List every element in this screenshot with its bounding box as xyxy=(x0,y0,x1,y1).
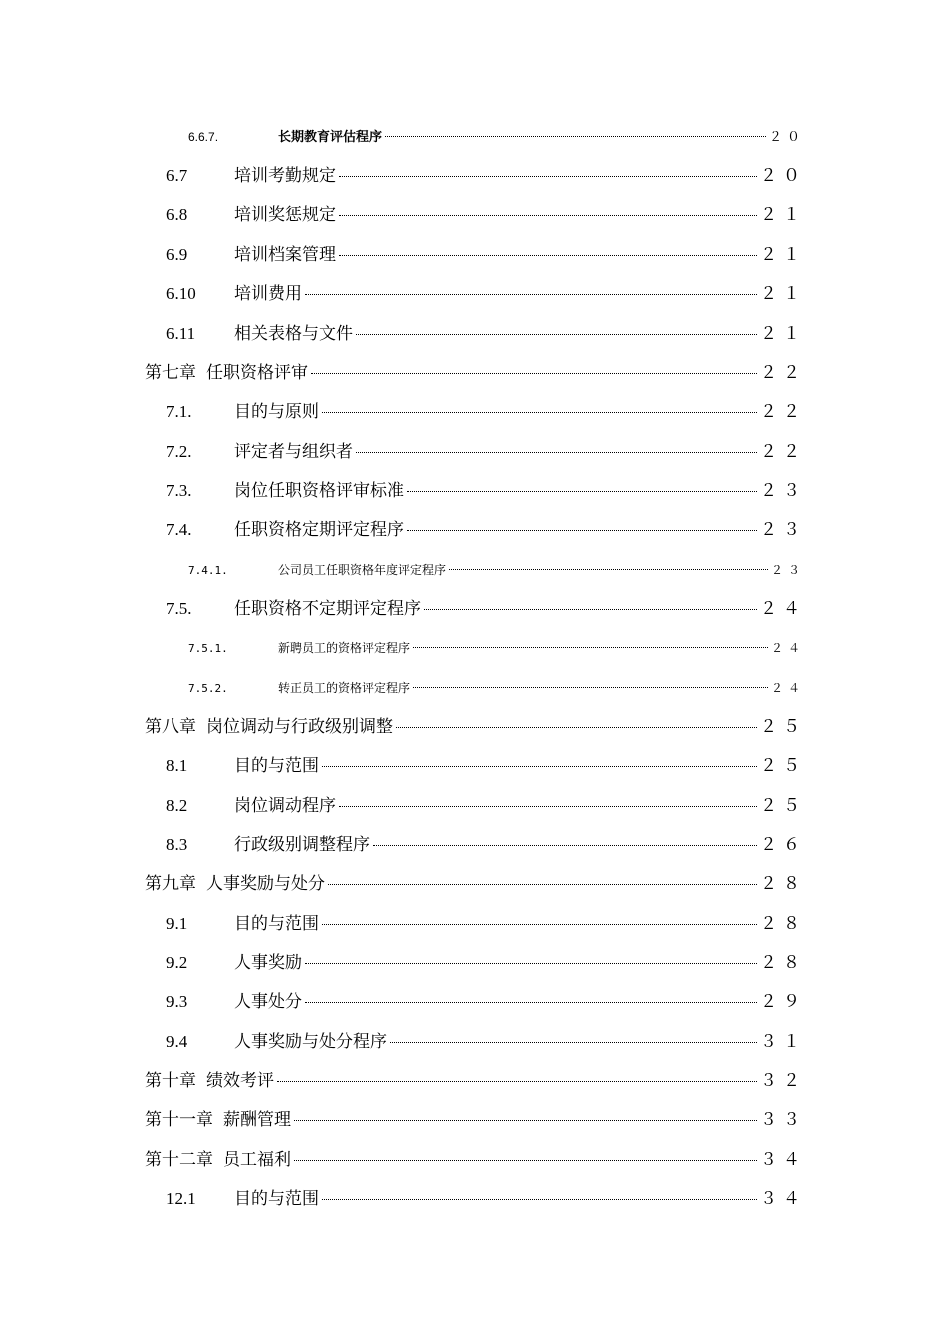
toc-entry-title: 培训考勤规定 xyxy=(234,166,336,186)
toc-entry-number: 8.2 xyxy=(166,796,188,815)
toc-entry[interactable] xyxy=(188,556,805,584)
toc-entry-page-number: ２１ xyxy=(760,245,806,265)
toc-dot-leader xyxy=(322,924,757,925)
toc-entry-page-number: ３４ xyxy=(760,1150,806,1170)
toc-entry-title: 培训费用 xyxy=(234,284,302,304)
toc-entry-title: 绩效考评 xyxy=(206,1071,274,1091)
toc-entry-page-number: ２５ xyxy=(760,796,806,816)
toc-entry-title: 转正员工的资格评定程序 xyxy=(278,681,411,695)
toc-entry[interactable] xyxy=(145,359,806,387)
toc-dot-leader xyxy=(339,806,757,807)
toc-dot-leader xyxy=(449,569,768,570)
toc-entry-number: 7.1. xyxy=(166,402,192,421)
toc-entry[interactable] xyxy=(166,595,806,623)
toc-entry[interactable] xyxy=(145,1146,806,1174)
toc-entry-page-number: ２２ xyxy=(760,363,806,383)
toc-entry-title: 培训奖惩规定 xyxy=(234,205,336,225)
toc-entry-page-number: ２３ xyxy=(770,563,805,577)
toc-entry[interactable] xyxy=(166,792,806,820)
toc-entry-number: 9.4 xyxy=(166,1032,188,1051)
toc-entry[interactable] xyxy=(166,162,806,190)
toc-entry-number: 第十章 xyxy=(145,1071,196,1091)
toc-entry-number: 12.1 xyxy=(166,1189,196,1208)
toc-dot-leader xyxy=(339,176,757,177)
toc-entry-number: 9.1 xyxy=(166,914,188,933)
toc-entry-page-number: ２３ xyxy=(760,520,806,540)
toc-entry-page-number: ２８ xyxy=(760,874,806,894)
toc-entry-number: 8.1 xyxy=(166,756,188,775)
toc-entry[interactable] xyxy=(188,674,805,702)
toc-entry-page-number: ２２ xyxy=(760,442,806,462)
toc-entry-title: 相关表格与文件 xyxy=(234,324,353,344)
toc-entry-page-number: ３３ xyxy=(760,1110,806,1130)
toc-entry-number: 6.9 xyxy=(166,245,188,264)
toc-entry[interactable] xyxy=(166,752,806,780)
toc-entry-title: 长期教育评估程序 xyxy=(278,130,383,145)
toc-dot-leader xyxy=(385,136,766,137)
toc-entry-page-number: ２１ xyxy=(760,324,806,344)
toc-entry[interactable] xyxy=(166,320,806,348)
toc-entry-number: 第十一章 xyxy=(145,1110,213,1130)
toc-dot-leader xyxy=(339,215,757,216)
toc-entry-title: 人事奖励与处分程序 xyxy=(234,1032,387,1052)
toc-entry-number: 7.4. xyxy=(166,520,192,539)
toc-dot-leader xyxy=(328,884,757,885)
toc-entry[interactable] xyxy=(166,949,806,977)
toc-entry-number: 第八章 xyxy=(145,717,196,737)
toc-entry[interactable] xyxy=(166,1028,806,1056)
toc-dot-leader xyxy=(424,609,757,610)
toc-entry[interactable] xyxy=(166,241,806,269)
toc-entry-page-number: ２１ xyxy=(760,205,806,225)
toc-dot-leader xyxy=(356,452,757,453)
toc-entry-number: 9.3 xyxy=(166,992,188,1011)
toc-dot-leader xyxy=(322,412,757,413)
toc-entry-number: 8.3 xyxy=(166,835,188,854)
toc-entry-title: 人事奖励 xyxy=(234,953,302,973)
toc-entry-title: 新聘员工的资格评定程序 xyxy=(278,641,411,655)
toc-entry-page-number: ２０ xyxy=(760,166,806,186)
toc-entry-page-number: ３２ xyxy=(760,1071,806,1091)
toc-entry-number: 7.2. xyxy=(166,442,192,461)
toc-entry[interactable] xyxy=(166,910,806,938)
toc-entry-title: 目的与范围 xyxy=(234,756,319,776)
toc-entry-number: 第七章 xyxy=(145,363,196,383)
toc-entry[interactable] xyxy=(166,516,806,544)
toc-entry-number: 6.8 xyxy=(166,205,188,224)
toc-entry-page-number: ２４ xyxy=(770,641,805,655)
toc-entry[interactable] xyxy=(188,123,805,151)
toc-dot-leader xyxy=(373,845,757,846)
toc-dot-leader xyxy=(339,255,757,256)
toc-dot-leader xyxy=(322,766,757,767)
toc-entry-number: 9.2 xyxy=(166,953,188,972)
toc-entry-page-number: ２８ xyxy=(760,953,806,973)
toc-entry-number: 第十二章 xyxy=(145,1150,213,1170)
toc-dot-leader xyxy=(396,727,757,728)
toc-entry-title: 任职资格评审 xyxy=(206,363,308,383)
toc-entry[interactable] xyxy=(166,201,806,229)
toc-entry[interactable] xyxy=(145,713,806,741)
toc-entry-title: 目的与范围 xyxy=(234,1189,319,1209)
toc-dot-leader xyxy=(311,373,757,374)
toc-entry[interactable] xyxy=(166,280,806,308)
toc-dot-leader xyxy=(407,530,757,531)
toc-entry-number: 7.4.1. xyxy=(188,564,228,577)
toc-entry-title: 行政级别调整程序 xyxy=(234,835,370,855)
toc-dot-leader xyxy=(305,294,757,295)
toc-entry-page-number: ２２ xyxy=(760,402,806,422)
toc-entry-page-number: ２４ xyxy=(770,681,805,695)
toc-entry-title: 任职资格不定期评定程序 xyxy=(234,599,421,619)
toc-entry-title: 培训档案管理 xyxy=(234,245,336,265)
toc-entry-page-number: ２３ xyxy=(760,481,806,501)
toc-entry-page-number: ２０ xyxy=(768,130,805,145)
toc-entry-number: 6.10 xyxy=(166,284,196,303)
toc-entry-title: 公司员工任职资格年度评定程序 xyxy=(278,563,447,577)
toc-entry-page-number: ２９ xyxy=(760,992,806,1012)
toc-dot-leader xyxy=(294,1160,757,1161)
toc-entry[interactable] xyxy=(145,1106,806,1134)
toc-entry-title: 人事奖励与处分 xyxy=(206,874,325,894)
toc-entry-title: 任职资格定期评定程序 xyxy=(234,520,404,540)
toc-entry-title: 员工福利 xyxy=(223,1150,291,1170)
toc-dot-leader xyxy=(413,647,768,648)
toc-entry-page-number: ２４ xyxy=(760,599,806,619)
toc-entry-title: 评定者与组织者 xyxy=(234,442,353,462)
toc-entry[interactable] xyxy=(166,1185,806,1213)
toc-entry[interactable] xyxy=(145,1067,806,1095)
toc-entry[interactable] xyxy=(166,477,806,505)
toc-dot-leader xyxy=(356,334,757,335)
toc-entry-number: 7.5.2. xyxy=(188,682,228,695)
toc-entry-number: 7.3. xyxy=(166,481,192,500)
toc-dot-leader xyxy=(277,1081,757,1082)
toc-entry-title: 人事处分 xyxy=(234,992,302,1012)
toc-entry-number: 第九章 xyxy=(145,874,196,894)
toc-entry[interactable] xyxy=(166,438,806,466)
toc-dot-leader xyxy=(305,963,757,964)
toc-entry-number: 7.5. xyxy=(166,599,192,618)
toc-entry[interactable] xyxy=(188,634,805,662)
toc-entry-page-number: ２５ xyxy=(760,756,806,776)
toc-dot-leader xyxy=(413,687,768,688)
toc-entry[interactable] xyxy=(166,398,806,426)
toc-entry-title: 目的与原则 xyxy=(234,402,319,422)
toc-dot-leader xyxy=(322,1199,757,1200)
toc-entry-page-number: ２１ xyxy=(760,284,806,304)
toc-entry-number: 6.7 xyxy=(166,166,188,185)
toc-dot-leader xyxy=(390,1042,757,1043)
toc-entry-title: 薪酬管理 xyxy=(223,1110,291,1130)
toc-entry-title: 岗位调动与行政级别调整 xyxy=(206,717,393,737)
toc-entry-title: 目的与范围 xyxy=(234,914,319,934)
toc-entry-number: 6.6.7. xyxy=(188,130,219,144)
toc-entry-title: 岗位调动程序 xyxy=(234,796,336,816)
toc-dot-leader xyxy=(305,1002,757,1003)
toc-entry[interactable] xyxy=(166,831,806,859)
toc-entry[interactable] xyxy=(166,988,806,1016)
toc-entry-page-number: ３４ xyxy=(760,1189,806,1209)
toc-entry-number: 7.5.1. xyxy=(188,642,228,655)
toc-dot-leader xyxy=(294,1120,757,1121)
toc-dot-leader xyxy=(407,491,757,492)
toc-entry-page-number: ２５ xyxy=(760,717,806,737)
toc-entry-page-number: ２６ xyxy=(760,835,806,855)
toc-entry-number: 6.11 xyxy=(166,324,196,343)
toc-entry-title: 岗位任职资格评审标准 xyxy=(234,481,404,501)
toc-entry-page-number: ３１ xyxy=(760,1032,806,1052)
toc-entry[interactable] xyxy=(145,870,806,898)
toc-entry-page-number: ２８ xyxy=(760,914,806,934)
